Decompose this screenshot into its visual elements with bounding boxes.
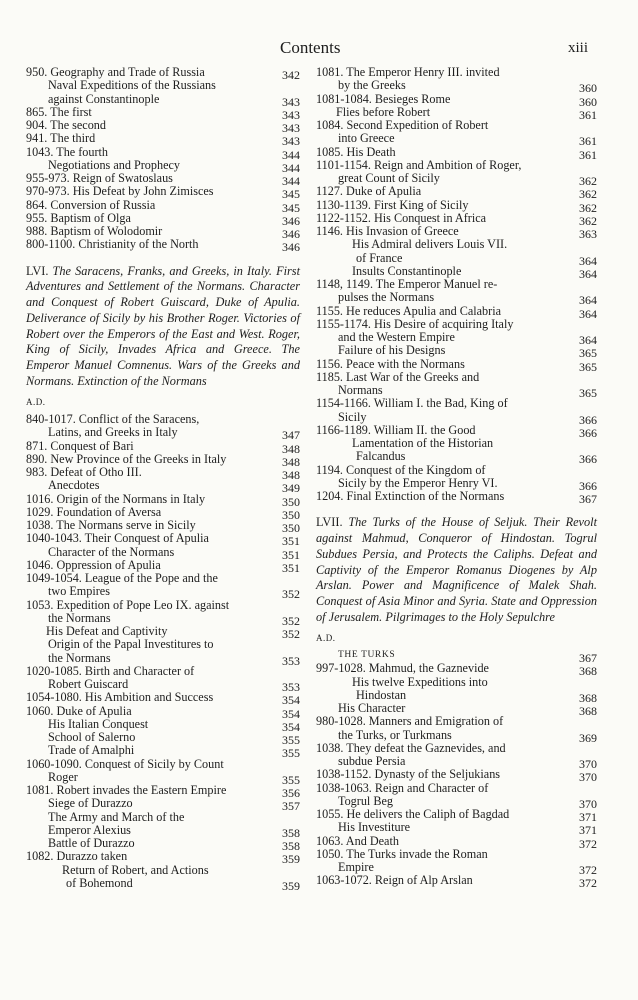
toc-entry — [316, 144, 597, 162]
toc-entry-continuation: Latins, and Greeks in Italy — [48, 425, 178, 440]
toc-entry-text: 1053. Expedition of Pope Leo IX. against — [26, 597, 230, 612]
toc-entry-continuation: the Turks, or Turkmans — [338, 727, 452, 742]
toc-entry-text: 1146. His Invasion of Greece — [316, 224, 459, 238]
toc-page-number: 363 — [579, 227, 597, 241]
toc-page-number: 364 — [579, 306, 597, 321]
toc-entry-text: 1185. Last War of the Greeks and — [316, 369, 480, 384]
toc-entry-text: 1148, 1149. The Emperor Manuel re- — [316, 277, 498, 291]
toc-entry — [26, 663, 300, 695]
toc-entry — [26, 624, 300, 642]
toc-entry — [316, 701, 597, 719]
toc-entry — [26, 716, 300, 734]
toc-page-number: 369 — [579, 730, 597, 745]
toc-page-number: 358 — [282, 839, 300, 854]
toc-entry — [316, 649, 597, 666]
toc-entry — [26, 599, 300, 626]
toc-page-number: 364 — [579, 333, 597, 347]
toc-entry — [316, 740, 597, 772]
toc-entry-text: 1085. His Death — [316, 144, 396, 159]
toc-entry-text: 1081-1084. Besieges Rome — [316, 91, 451, 106]
toc-page-number: 354 — [282, 693, 300, 708]
toc-page-number: 348 — [282, 454, 300, 469]
toc-entry-text: 1050. The Turks invade the Roman — [316, 846, 488, 861]
toc-entry-text: 1060-1090. Conquest of Sicily by Count — [26, 756, 224, 771]
toc-entry — [26, 743, 300, 761]
toc-page-number: 356 — [282, 786, 300, 801]
toc-page-number: 343 — [282, 107, 300, 122]
right-entries-top — [316, 65, 597, 506]
toc-entry-text: 871. Conquest of Bari — [26, 438, 134, 453]
toc-entry-continuation: subdue Persia — [338, 754, 406, 769]
toc-page-number: 359 — [282, 878, 300, 893]
right-entries-bottom — [316, 649, 597, 891]
toc-entry — [26, 210, 300, 228]
toc-page-number: 370 — [579, 770, 597, 785]
toc-entry — [316, 873, 597, 891]
toc-entry — [26, 796, 300, 814]
toc-entry — [316, 489, 597, 506]
toc-entry-continuation: Sicily by the Emperor Henry VI. — [338, 475, 498, 490]
toc-entry-text: School of Salerno — [48, 730, 136, 745]
toc-entry-text: 980-1028. Manners and Emigration of — [316, 714, 504, 729]
toc-entry — [26, 65, 300, 82]
toc-entry-text: 955-973. Reign of Swatoslaus — [26, 171, 173, 185]
toc-entry-continuation: Emperor Alexius — [48, 822, 131, 837]
toc-page-number: 361 — [579, 134, 597, 149]
toc-entry-text: Anecdotes — [48, 478, 100, 493]
toc-entry — [26, 557, 300, 575]
toc-entry — [26, 78, 300, 109]
toc-page-number: 345 — [282, 187, 300, 202]
toc-entry-text: 890. New Province of the Greeks in Italy — [26, 451, 227, 466]
toc-entry — [316, 263, 597, 281]
toc-entry — [26, 197, 300, 215]
toc-entry-text: 1194. Conquest of the Kingdom of — [316, 462, 486, 477]
toc-page-number: 368 — [579, 704, 597, 719]
toc-entry — [316, 91, 597, 109]
toc-entry-continuation: of Bohemond — [66, 875, 133, 890]
left-entries-bottom — [26, 412, 300, 893]
left-entries-top — [26, 65, 300, 255]
toc-entry — [26, 131, 300, 149]
toc-page-number: 343 — [282, 121, 300, 135]
toc-entry-text: 1155-1174. His Desire of acquiring Italy — [316, 316, 514, 331]
toc-entry-continuation: Empire — [338, 860, 374, 875]
toc-page-number: 365 — [579, 359, 597, 374]
toc-entry — [316, 807, 597, 825]
toc-page-number: 343 — [282, 134, 300, 149]
toc-page-number: 359 — [282, 852, 300, 867]
toc-entry-text: Return of Robert, and Actions — [62, 862, 209, 877]
toc-entry-continuation: by the Greeks — [338, 78, 406, 93]
toc-entry-continuation: and the Western Empire — [338, 330, 455, 344]
toc-entry — [316, 356, 597, 374]
toc-entry — [26, 836, 300, 854]
toc-entry-text: 800-1100. Christianity of the North — [26, 237, 199, 252]
toc-entry — [316, 237, 597, 268]
toc-page-number: 372 — [579, 863, 597, 878]
toc-page-number: 348 — [282, 468, 300, 483]
right-column — [316, 65, 597, 891]
toc-entry-text: 941. The third — [26, 131, 96, 146]
toc-entry — [26, 518, 300, 536]
toc-page-number: 351 — [282, 547, 300, 562]
toc-entry-continuation: the Normans — [48, 650, 111, 665]
toc-page-number: 366 — [579, 452, 597, 467]
toc-entry-text: 1060. Duke of Apulia — [26, 703, 132, 718]
toc-entry-text: Battle of Durazzo — [48, 836, 135, 851]
toc-entry — [26, 690, 300, 708]
toc-entry-text: His Italian Conquest — [48, 716, 149, 731]
toc-page-number: 360 — [579, 94, 597, 109]
toc-page-number: 355 — [282, 772, 300, 787]
toc-entry-continuation: into Greece — [338, 131, 395, 146]
toc-entry-text: 1043. The fourth — [26, 144, 109, 159]
chapter-lvii-summary — [316, 515, 597, 626]
toc-page-number: 344 — [282, 160, 300, 175]
toc-entry — [26, 758, 300, 785]
toc-entry — [26, 465, 300, 483]
toc-entry — [316, 65, 597, 96]
toc-page-number: 366 — [579, 425, 597, 440]
toc-page-number: 352 — [282, 587, 300, 602]
toc-entry-text: Naval Expeditions of the Russians — [48, 78, 216, 93]
toc-page-number: 348 — [282, 441, 300, 456]
toc-entry-text: 988. Baptism of Wolodomir — [26, 224, 163, 238]
toc-page-number: 370 — [579, 796, 597, 811]
toc-entry-text: 865. The first — [26, 104, 92, 119]
toc-page-number: 360 — [579, 81, 597, 96]
toc-entry — [316, 159, 597, 186]
toc-entry-text: The Army and March of the — [48, 809, 185, 824]
toc-entry-text: 1038-1063. Reign and Character of — [316, 780, 489, 795]
toc-entry — [316, 820, 597, 838]
toc-entry — [316, 371, 597, 398]
toc-entry — [26, 811, 300, 838]
toc-page-number: 354 — [282, 719, 300, 734]
ad-label: A.D. — [26, 396, 46, 407]
toc-entry-text: His Character — [338, 701, 406, 716]
toc-entry-text: Insults Constantinople — [352, 263, 462, 278]
toc-entry — [316, 210, 597, 228]
toc-page-number: 361 — [579, 147, 597, 162]
toc-entry — [26, 730, 300, 748]
toc-entry-text: 1049-1054. League of the Pope and the — [26, 571, 218, 586]
toc-entry — [26, 571, 300, 602]
toc-entry-text: 1055. He delivers the Caliph of Bagdad — [316, 807, 510, 822]
toc-page-number: 347 — [282, 428, 300, 443]
toc-page-number: 346 — [282, 240, 300, 255]
toc-page-number: 352 — [282, 613, 300, 628]
toc-page-number: 344 — [282, 147, 300, 162]
toc-page-number: 353 — [282, 653, 300, 668]
toc-entry-text: 1166-1189. William II. the Good — [316, 422, 476, 437]
toc-entry — [316, 661, 597, 679]
toc-entry-text: 1082. Durazzo taken — [26, 849, 128, 864]
toc-page-number: 370 — [579, 757, 597, 772]
toc-entry-text: 955. Baptism of Olga — [26, 210, 131, 225]
toc-entry-continuation: the Normans — [48, 610, 111, 625]
toc-entry — [316, 676, 597, 703]
toc-entry-continuation: Robert Guiscard — [48, 677, 129, 692]
toc-entry-text: THE TURKS — [338, 650, 396, 661]
toc-page-number: 368 — [579, 664, 597, 679]
toc-entry-text: 1154-1166. William I. the Bad, King of — [316, 396, 508, 411]
toc-entry-continuation: of France — [356, 250, 403, 265]
toc-entry — [316, 318, 597, 345]
toc-page-number: 346 — [282, 213, 300, 228]
toc-entry-text: His Defeat and Captivity — [46, 624, 168, 639]
toc-entry-continuation: Normans — [338, 383, 383, 397]
toc-page-number: 358 — [282, 825, 300, 840]
toc-entry — [26, 237, 300, 255]
toc-entry-continuation: Sicily — [338, 409, 367, 424]
toc-page-number: 364 — [579, 293, 597, 308]
toc-entry — [26, 864, 300, 891]
toc-page-number: 352 — [282, 627, 300, 642]
toc-entry — [316, 184, 597, 202]
toc-entry-text: 1054-1080. His Ambition and Success — [26, 690, 214, 705]
toc-entry — [26, 849, 300, 867]
toc-entry — [316, 277, 597, 308]
toc-page-number: 346 — [282, 227, 300, 241]
toc-page-number: 371 — [579, 823, 597, 838]
toc-entry-continuation: Togrul Beg — [338, 793, 393, 808]
toc-entry-text: 1038-1152. Dynasty of the Seljukians — [316, 767, 501, 782]
toc-entry — [316, 224, 597, 241]
toc-entry — [316, 436, 597, 467]
toc-entry — [316, 197, 597, 215]
toc-page-number: 362 — [579, 174, 597, 188]
toc-entry-text: 864. Conversion of Russia — [26, 197, 156, 212]
toc-entry — [26, 412, 300, 443]
toc-entry — [26, 184, 300, 202]
toc-entry-text: 1156. Peace with the Normans — [316, 356, 465, 371]
toc-page-number: 362 — [579, 187, 597, 202]
toc-page-number: 368 — [579, 690, 597, 705]
toc-entry — [316, 714, 597, 745]
toc-entry-text: 1063. And Death — [316, 833, 399, 848]
toc-page-number: 362 — [579, 200, 597, 215]
toc-page-number: 350 — [282, 507, 300, 522]
toc-entry — [26, 783, 300, 801]
toc-entry — [316, 833, 597, 851]
toc-entry-text: 1038. The Normans serve in Sicily — [26, 518, 196, 533]
toc-entry-continuation: against Constantinople — [48, 91, 160, 106]
toc-entry-text: 1122-1152. His Conquest in Africa — [316, 210, 487, 225]
toc-entry — [26, 504, 300, 522]
toc-page-number: 355 — [282, 733, 300, 748]
toc-page-number: 372 — [579, 836, 597, 851]
toc-entry-continuation: Falcandus — [356, 449, 406, 464]
toc-entry-text: 1204. Final Extinction of the Normans — [316, 489, 505, 503]
toc-page-number: 344 — [282, 174, 300, 188]
toc-entry-text: 840-1017. Conflict of the Saracens, — [26, 412, 200, 427]
toc-entry — [26, 104, 300, 122]
toc-entry — [316, 104, 597, 122]
toc-page-number: 371 — [579, 810, 597, 825]
toc-page-number: 349 — [282, 481, 300, 496]
toc-page-number: 342 — [282, 68, 300, 82]
toc-entry-text: 1046. Oppression of Apulia — [26, 557, 161, 572]
toc-entry-text: 1130-1139. First King of Sicily — [316, 197, 469, 212]
toc-page-number: 351 — [282, 534, 300, 549]
toc-page-number: 367 — [579, 492, 597, 506]
toc-entry-text: His twelve Expeditions into — [352, 674, 488, 689]
toc-entry — [26, 544, 300, 562]
toc-entry — [26, 451, 300, 469]
toc-entry — [26, 491, 300, 509]
toc-entry-continuation: Hindostan — [356, 687, 407, 702]
toc-entry-text: Negotiations and Prophecy — [48, 157, 181, 172]
toc-entry — [316, 396, 597, 427]
toc-page-number: 353 — [282, 680, 300, 695]
toc-entry-continuation: two Empires — [48, 584, 110, 599]
toc-page-number: 361 — [579, 107, 597, 122]
toc-entry-text: 1063-1072. Reign of Alp Arslan — [316, 873, 473, 888]
toc-page-number: 364 — [579, 253, 597, 268]
toc-entry-text: 904. The second — [26, 118, 106, 132]
toc-entry — [316, 464, 597, 491]
toc-entry-text: 1155. He reduces Apulia and Calabria — [316, 303, 502, 318]
toc-page-number: 365 — [579, 346, 597, 361]
chapter-number: LVII. — [316, 515, 343, 530]
toc-entry-text: Flies before Robert — [336, 104, 431, 119]
toc-entry-text: 1127. Duke of Apulia — [316, 184, 422, 199]
toc-page-number: 364 — [579, 266, 597, 281]
toc-entry — [316, 303, 597, 321]
toc-entry-text: 950. Geography and Trade of Russia — [26, 65, 205, 79]
toc-entry-text: 1038. They defeat the Gaznevides, and — [316, 740, 506, 755]
toc-entry-continuation: pulses the Normans — [338, 290, 435, 305]
toc-page-number: 355 — [282, 746, 300, 761]
toc-entry — [26, 438, 300, 456]
toc-entry-text: Trade of Amalphi — [48, 743, 135, 758]
toc-entry — [26, 703, 300, 721]
header-title: Contents — [280, 38, 341, 57]
toc-entry — [26, 224, 300, 241]
toc-page-number: 362 — [579, 213, 597, 228]
toc-entry — [316, 118, 597, 149]
toc-page-number: 367 — [579, 651, 597, 666]
toc-entry — [26, 118, 300, 135]
toc-entry-text: 1029. Foundation of Aversa — [26, 504, 162, 519]
toc-entry-continuation: great Count of Sicily — [338, 171, 440, 185]
toc-entry-text: 1101-1154. Reign and Ambition of Roger, — [316, 157, 522, 172]
toc-entry — [26, 171, 300, 188]
toc-entry — [26, 144, 300, 162]
toc-page-number: 357 — [282, 799, 300, 814]
toc-entry — [316, 422, 597, 440]
toc-entry-text: His Admiral delivers Louis VII. — [352, 237, 508, 252]
toc-page-number: 354 — [282, 706, 300, 721]
toc-page-number: 366 — [579, 412, 597, 427]
chapter-summary-text: The Turks of the House of Seljuk. Their Revolt against Mahmud, Conqueror of Hindostan. Togrul Subdues Persia, and Protects the Caliphs. Defeat and Captivity of the Emperor Romanus Diogenes by Alp Arslan. Power and Magnificence of Malek Shah. Conquest of Asia Minor and Syria. State and Oppression of Jerusalem. Pilgrimages to the Holy Sepulchre — [316, 515, 597, 625]
toc-entry-continuation: Roger — [48, 769, 78, 784]
toc-page-number: 350 — [282, 494, 300, 509]
toc-page-number: 343 — [282, 94, 300, 109]
left-column — [26, 65, 300, 893]
ad-label: A.D. — [316, 632, 336, 643]
toc-entry-text: Lamentation of the Historian — [352, 436, 494, 450]
toc-page-number: 351 — [282, 560, 300, 575]
toc-entry-text: His Investiture — [338, 820, 411, 835]
toc-page-number: 366 — [579, 478, 597, 493]
toc-entry-text: 970-973. His Defeat by John Zimisces — [26, 184, 214, 199]
chapter-lvi-summary — [26, 264, 300, 390]
toc-entry-text: Failure of his Designs — [338, 343, 446, 358]
toc-entry-text: 1016. Origin of the Normans in Italy — [26, 491, 206, 506]
toc-entry-text: 997-1028. Mahmud, the Gaznevide — [316, 661, 489, 676]
toc-entry — [316, 782, 597, 809]
toc-entry-text: 1081. Robert invades the Eastern Empire — [26, 783, 227, 798]
toc-entry-text: 983. Defeat of Otho III. — [26, 465, 142, 480]
toc-entry-text: 1081. The Emperor Henry III. invited — [316, 65, 500, 79]
chapter-number: LVI. — [26, 263, 49, 278]
toc-entry — [26, 637, 300, 668]
toc-entry — [316, 846, 597, 878]
toc-entry-text: Character of the Normans — [48, 544, 175, 559]
toc-page-number: 372 — [579, 876, 597, 891]
toc-page-number: 350 — [282, 521, 300, 536]
header-page-number: xiii — [568, 40, 589, 56]
chapter-summary-text: The Saracens, Franks, and Greeks, in Italy. First Adventures and Settlement of the Normans. Character and Conquest of Robert Guiscard, Duke of Apulia. Deliverance of Sicily by his Brother Roger. Victories of Robert over the Emperors of the East and West. Roger, King of Sicily, Invades Africa and Greece. The Emperor Manuel Comnenus. Wars of the Greeks and Normans. Extinction of the Normans — [26, 263, 300, 389]
toc-entry-text: 1020-1085. Birth and Character of — [26, 663, 195, 678]
toc-entry — [26, 478, 300, 496]
toc-page-number: 345 — [282, 200, 300, 215]
toc-entry-text: Siege of Durazzo — [48, 796, 133, 811]
toc-entry-text: 1084. Second Expedition of Robert — [316, 118, 489, 132]
toc-entry — [26, 531, 300, 549]
toc-page-number: 365 — [579, 386, 597, 400]
toc-entry-text: Origin of the Papal Investitures to — [48, 637, 214, 652]
toc-entry-text: 1040-1043. Their Conquest of Apulia — [26, 531, 209, 546]
toc-entry — [316, 767, 597, 785]
toc-entry — [316, 343, 597, 361]
toc-entry — [26, 157, 300, 175]
